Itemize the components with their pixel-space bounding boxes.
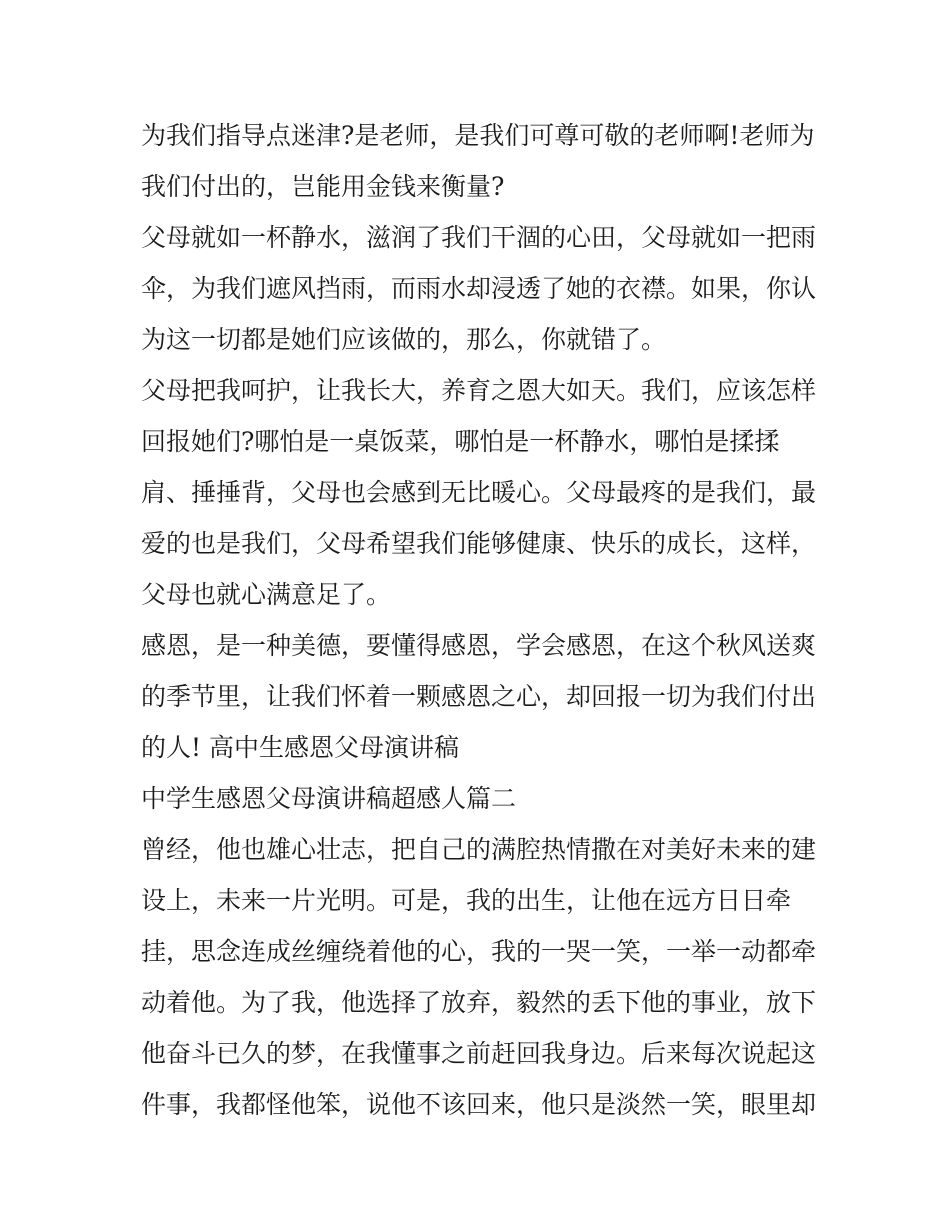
- text-line: 为这一切都是她们应该做的，那么，你就错了。: [141, 325, 667, 354]
- text-line: 我们付出的，岂能用金钱来衡量?: [141, 172, 505, 201]
- document-body: [141, 110, 821, 1130]
- text-line: 感恩，是一种美德，要懂得感恩，学会感恩，在这个秋风送爽: [141, 631, 817, 660]
- text-line: 伞，为我们遮风挡雨，而雨水却浸透了她的衣襟。如果，你认: [141, 274, 817, 303]
- text-line: 父母把我呵护，让我长大，养育之恩大如天。我们，应该怎样: [141, 376, 817, 405]
- text-line: 爱的也是我们，父母希望我们能够健康、快乐的成长，这样，: [141, 529, 817, 558]
- text-line: 的人! 高中生感恩父母演讲稿: [141, 733, 459, 762]
- text-line: 父母就如一杯静水，滋润了我们干涸的心田，父母就如一把雨: [141, 223, 817, 252]
- text-line: 动着他。为了我，他选择了放弃，毅然的丢下他的事业，放下: [141, 988, 817, 1017]
- text-line: 回报她们?哪怕是一桌饭菜，哪怕是一杯静水，哪怕是揉揉: [141, 427, 780, 456]
- text-line: 肩、捶捶背，父母也会感到无比暖心。父母最疼的是我们，最: [141, 478, 817, 507]
- text-line: 挂，思念连成丝缠绕着他的心，我的一哭一笑，一举一动都牵: [141, 937, 817, 966]
- text-line: 件事，我都怪他笨，说他不该回来，他只是淡然一笑，眼里却: [141, 1090, 817, 1119]
- text-line: 为我们指导点迷津?是老师，是我们可尊可敬的老师啊!老师为: [141, 121, 815, 150]
- text-line: 曾经，他也雄心壮志，把自己的满腔热情撒在对美好未来的建: [141, 835, 817, 864]
- text-line: 他奋斗已久的梦，在我懂事之前赶回我身边。后来每次说起这: [141, 1039, 817, 1068]
- text-line: 父母也就心满意足了。: [141, 580, 392, 609]
- text-line: 的季节里，让我们怀着一颗感恩之心，却回报一切为我们付出: [141, 682, 817, 711]
- text-line: 设上，未来一片光明。可是，我的出生，让他在远方日日牵: [141, 886, 792, 915]
- section-heading: 中学生感恩父母演讲稿超感人篇二: [141, 784, 517, 813]
